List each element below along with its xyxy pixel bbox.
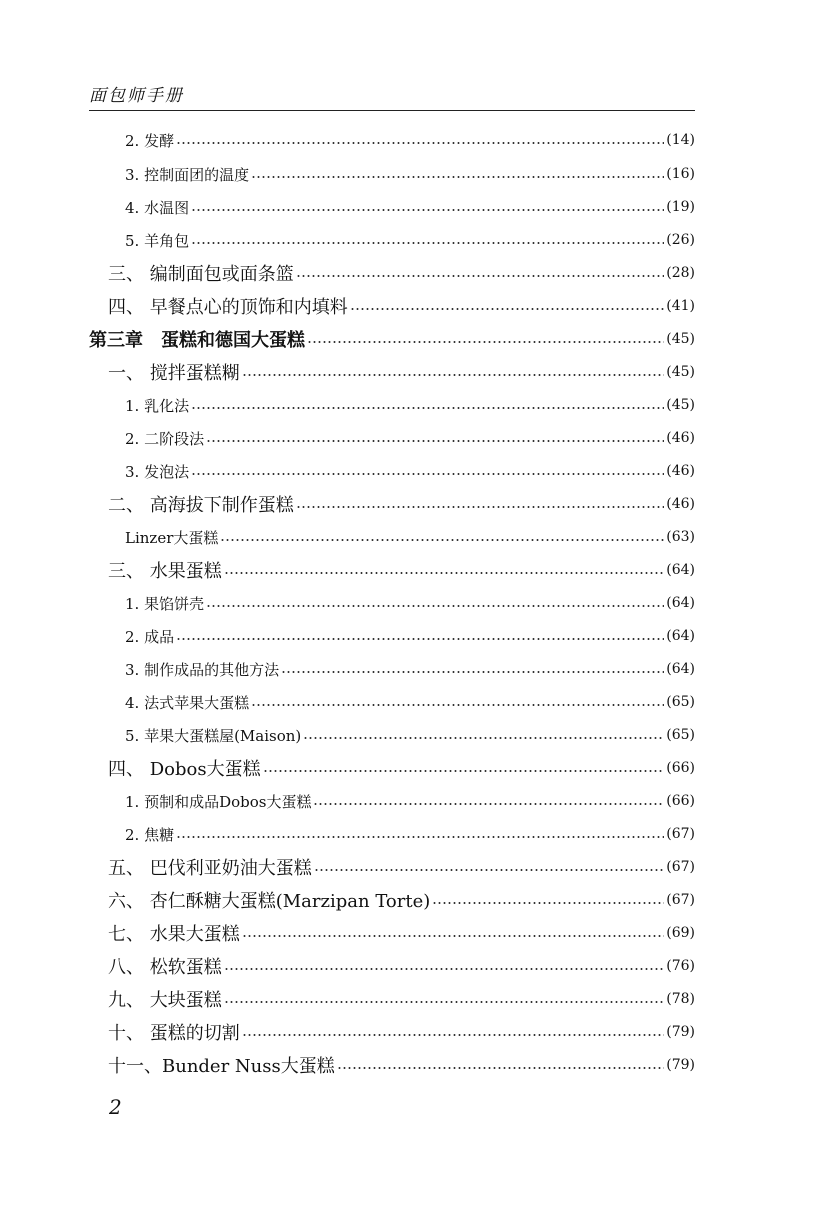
toc-entry[interactable] [0,786,695,816]
toc-entry[interactable] [0,621,695,651]
leader-dots [314,869,665,871]
leader-dots [206,440,664,442]
leader-dots [432,902,664,904]
leader-dots [206,605,664,607]
toc-entry[interactable] [0,1017,695,1047]
toc-entry[interactable] [0,125,695,155]
toc-chapter-entry[interactable] [0,324,695,354]
toc-entry-page: (41) [666,298,695,314]
toc-entry-label: 4. 法式苹果大蛋糕 [125,693,250,712]
toc-entry-label: 五、 巴伐利亚奶油大蛋糕 [108,858,312,879]
toc-entry[interactable] [0,753,695,783]
toc-entry-page: (46) [666,496,695,512]
leader-dots [313,803,664,805]
toc-entry[interactable] [0,456,695,486]
toc-entry-page: (65) [666,727,695,743]
toc-entry[interactable] [0,720,695,750]
leader-dots [242,374,665,376]
toc-entry[interactable] [0,522,695,552]
toc-entry[interactable] [0,258,695,288]
toc-entry-label: 2. 二阶段法 [125,429,205,448]
leader-dots [296,275,665,277]
toc-entry[interactable] [0,489,695,519]
leader-dots [224,968,665,970]
toc-entry-label: 1. 预制和成品Dobos大蛋糕 [125,792,312,811]
toc-entry-label: 5. 苹果大蛋糕屋(Maison) [125,726,302,745]
toc-entry-label: 一、 搅拌蛋糕糊 [108,363,240,384]
leader-dots [263,770,665,772]
toc-entry-label: 十一、Bunder Nuss大蛋糕 [108,1056,335,1077]
leader-dots [337,1067,665,1069]
toc-entry-page: (66) [666,760,695,776]
leader-dots [220,539,664,541]
leader-dots [191,209,664,211]
toc-entry[interactable] [0,390,695,420]
toc-entry-label: 3. 制作成品的其他方法 [125,660,280,679]
toc-entry[interactable] [0,423,695,453]
leader-dots [242,1034,665,1036]
toc-entry[interactable] [0,291,695,321]
toc-entry-label: 七、 水果大蛋糕 [108,924,240,945]
leader-dots [251,704,664,706]
leader-dots [191,242,664,244]
toc-entry-page: (46) [666,430,695,446]
toc-entry-label: 三、 水果蛋糕 [108,561,222,582]
toc-entry-page: (45) [666,364,695,380]
toc-entry-page: (64) [666,595,695,611]
toc-entry-page: (66) [666,793,695,809]
toc-entry-page: (19) [666,199,695,215]
toc-entry[interactable] [0,588,695,618]
toc-entry[interactable] [0,225,695,255]
toc-entry-label: 三、 编制面包或面条篮 [108,264,294,285]
leader-dots [303,737,664,739]
book-title: 面包师手册 [89,86,184,106]
toc-entry[interactable] [0,951,695,981]
toc-entry-page: (67) [666,826,695,842]
toc-entry-label: 5. 羊角包 [125,231,190,250]
toc-entry-label: Linzer大蛋糕 [125,528,219,547]
toc-entry-label: 九、 大块蛋糕 [108,990,222,1011]
toc-entry-page: (28) [666,265,695,281]
toc-entry-page: (64) [666,562,695,578]
toc-entry-page: (63) [666,529,695,545]
toc-entry[interactable] [0,555,695,585]
toc-entry-label: 六、 杏仁酥糖大蛋糕(Marzipan Torte) [108,891,431,912]
leader-dots [242,935,665,937]
toc-entry-label: 4. 水温图 [125,198,190,217]
toc-entry-label: 四、 早餐点心的顶饰和内填料 [108,297,348,318]
toc-entry-label: 2. 发酵 [125,131,175,150]
toc-entry-label: 2. 焦糖 [125,825,175,844]
toc-entry-label: 1. 果馅饼壳 [125,594,205,613]
toc-entry-page: (76) [666,958,695,974]
page-number: 2 [109,1095,122,1119]
toc-entry-page: (79) [666,1057,695,1073]
toc-entry-page: (78) [666,991,695,1007]
toc-entry-page: (67) [666,859,695,875]
toc-entry-label: 八、 松软蛋糕 [108,957,222,978]
toc-entry-page: (26) [666,232,695,248]
leader-dots [176,638,664,640]
toc-entry-page: (64) [666,628,695,644]
toc-entry[interactable] [0,918,695,948]
toc-entry-page: (46) [666,463,695,479]
toc-entry-label: 四、 Dobos大蛋糕 [108,759,261,780]
toc-entry-label: 3. 控制面团的温度 [125,165,250,184]
toc-entry-label: 3. 发泡法 [125,462,190,481]
toc-entry[interactable] [0,885,695,915]
toc-entry-label: 十、 蛋糕的切割 [108,1023,240,1044]
leader-dots [176,142,664,144]
leader-dots [224,572,665,574]
toc-entry[interactable] [0,687,695,717]
toc-entry-page: (45) [666,397,695,413]
toc-entry-page: (79) [666,1024,695,1040]
toc-entry[interactable] [0,357,695,387]
leader-dots [281,671,664,673]
toc-entry-label: 第三章 蛋糕和德国大蛋糕 [89,330,305,351]
leader-dots [191,407,664,409]
leader-dots [251,176,664,178]
toc-entry[interactable] [0,192,695,222]
toc-entry-page: (69) [666,925,695,941]
toc-entry[interactable] [0,1050,695,1080]
toc-entry-page: (65) [666,694,695,710]
leader-dots [350,308,665,310]
toc-entry[interactable] [0,159,695,189]
toc-entry[interactable] [0,654,695,684]
leader-dots [307,341,664,343]
toc-entry-label: 二、 高海拔下制作蛋糕 [108,495,294,516]
toc-entry-page: (64) [666,661,695,677]
leader-dots [296,506,665,508]
leader-dots [224,1001,665,1003]
toc-entry-page: (16) [666,166,695,182]
toc-entry-page: (67) [666,892,695,908]
toc-entry-page: (45) [666,331,695,347]
toc-entry-label: 1. 乳化法 [125,396,190,415]
toc-entry[interactable] [0,852,695,882]
toc-entry-label: 2. 成品 [125,627,175,646]
toc-entry-page: (14) [666,132,695,148]
leader-dots [191,473,664,475]
toc-entry[interactable] [0,984,695,1014]
leader-dots [176,836,664,838]
toc-entry[interactable] [0,819,695,849]
